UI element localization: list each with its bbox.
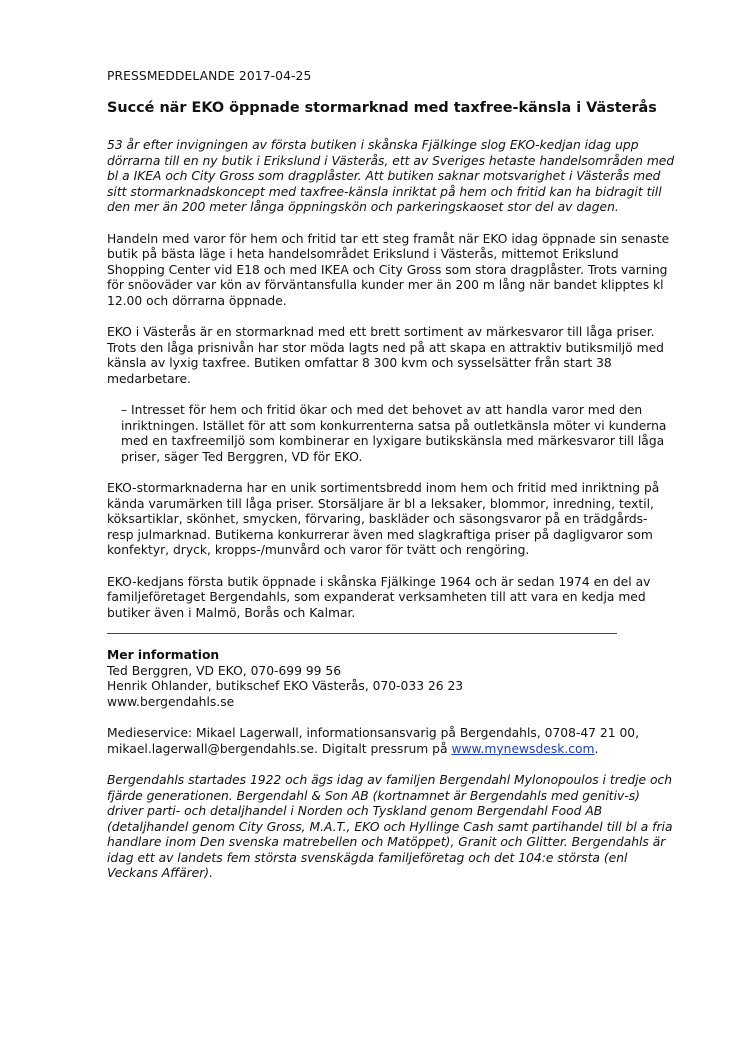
- mynewsdesk-link[interactable]: www.mynewsdesk.com: [451, 741, 595, 756]
- body-paragraph-3: EKO-stormarknaderna har en unik sortimentsbredd inom hem och fritid med inriktning på kända varumärken till låga priser. Storsäljare är bl a leksaker, blommor, inredning, textil, köksartiklar, skönhet, smycken, förvaring, baskläder och säsongsvaror på en trädgårds- resp julmarknad. Butikerna konkurrerar även med slagkraftiga priser på dagligvaror som konfektyr, dryck, kropps-/munvård och varor för tvätt och rengöring.: [107, 481, 660, 557]
- about-bergendahls: Bergendahls startades 1922 och ägs idag av familjen Bergendahl Mylonopoulos i tredje och fjärde generationen. Bergendahl & Son AB (kortnamnet är Bergendahls med genitiv-s) driver parti- och detaljhandel i Norden och Tyskland genom Bergendahl Food AB (detaljhandel genom City Gross, M.A.T., EKO och Hyllinge Cash samt partihandel till bl a fria handlare inom Den svenska matrebellen och Matöppet), Granit och Glitter. Bergendahls är idag ett av landets fem största svenskägda familjeföretag och det 104:e största (enl Veckans Affärer).: [107, 773, 673, 880]
- lede-paragraph: 53 år efter invigningen av första butiken i skånska Fjälkinge slog EKO-kedjan idag upp dörrarna till en ny butik i Erikslund i Västerås, ett av Sveriges hetaste handelsområden med bl a IKEA och City Gross som dragplåster. Att butiken saknar motsvarighet i Västerås med sitt stormarknadskoncept med taxfree-känsla inriktat på hem och fritid kan ha bidragit till den mer än 200 meter långa öppningskön och parkeringskaoset stor del av dagen.: [107, 138, 675, 214]
- website-text: www.bergendahls.se: [107, 694, 235, 709]
- contact-ted-berggren: Ted Berggren, VD EKO, 070-699 99 56: [107, 663, 342, 678]
- contact-henrik-ohlander: Henrik Ohlander, butikschef EKO Västerås, 070-033 26 23: [107, 679, 464, 693]
- body-paragraph-1: Handeln med varor för hem och fritid tar ett steg framåt när EKO idag öppnade sin senaste butik på bästa läge i heta handelsområdet Erikslund i Västerås, mittemot Erikslund Shopping Center vid E18 och med IKEA och City Gross som stora dragplåster. Trots varning för snöoväder var kön av förväntansfulla kunder mer än 200 m lång när bandet klipptes kl 12.00 och dörrarna öppnade.: [107, 231, 670, 308]
- press-release-page: [107, 68, 677, 898]
- media-service-paragraph: [107, 726, 677, 757]
- dateline: PRESSMEDDELANDE 2017-04-25: [107, 69, 312, 83]
- ceo-quote: – Intresset för hem och fritid ökar och med det behovet av att handla varor med den inriktningen. Istället för att som konkurrenterna satsa på outletkänsla möter vi kunderna med en taxfreemiljö som kombinerar en lyxigare butikskänsla med märkesvaror till låga priser, säger Ted Berggren, VD för EKO.: [121, 403, 667, 464]
- more-info-heading: Mer information: [107, 648, 220, 662]
- section-divider: [107, 633, 617, 634]
- media-service-text: Medieservice: Mikael Lagerwall, informationsansvarig på Bergendahls, 0708-47 21 00, mikael.lagerwall@bergendahls.se. Digitalt pressrum på: [107, 726, 640, 756]
- headline: Succé när EKO öppnade stormarknad med taxfree-känsla i Västerås: [107, 100, 657, 116]
- body-paragraph-2: EKO i Västerås är en stormarknad med ett brett sortiment av märkesvaror till låga priser. Trots den låga prisnivån har stor möda lagts ned på att skapa en attraktiv butiksmiljö med känsla av lyxig taxfree. Butiken omfattar 8 300 kvm och sysselsätter från start 38 medarbetare.: [107, 325, 664, 386]
- body-paragraph-4: EKO-kedjans första butik öppnade i skånska Fjälkinge 1964 och är sedan 1974 en del av familjeföretaget Bergendahls, som expanderat verksamheten till att vara en kedja med butiker även i Malmö, Borås och Kalmar.: [107, 574, 651, 620]
- more-info-section: [107, 648, 677, 710]
- media-service-end: .: [594, 741, 599, 756]
